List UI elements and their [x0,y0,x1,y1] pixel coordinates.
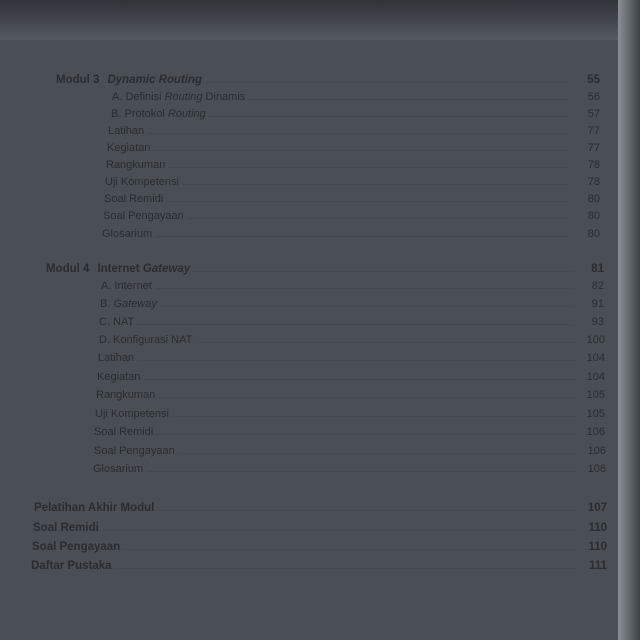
entry-page: 93 [591,316,604,328]
modul3-page: 55 [587,74,600,86]
entry-page: 77 [587,125,600,137]
toc-entry: Glosarium 106 [93,463,606,475]
entry-page: 78 [587,159,600,171]
leader-dots [169,167,570,168]
toc-entry: A. Definisi Routing Dinamis 56 [112,91,600,103]
leader-dots [188,218,570,219]
leader-dots [154,150,570,151]
toc-entry: D. Konfigurasi NAT 100 [99,334,605,346]
entry-page: 100 [586,334,605,346]
entry-page: 106 [587,445,606,457]
entry-page: 82 [591,280,604,292]
entry-page: 106 [586,426,605,438]
leader-dots [167,201,570,202]
entry-page: 80 [587,228,600,240]
entry-page: 105 [586,389,605,401]
entry-page: 80 [587,193,600,205]
leader-dots [156,288,574,289]
toc-entry: Glosarium 80 [102,228,600,240]
entry-page: 57 [587,108,600,120]
modul3-header [56,72,600,86]
leader-dots [147,471,576,472]
entry-page: 56 [587,91,600,103]
section-page: 110 [588,522,607,534]
leader-dots [194,271,574,272]
section-page: 111 [589,560,607,572]
modul3-title: Dynamic Routing [107,74,203,86]
entry-page: 104 [586,352,605,364]
section-page: 107 [587,502,607,514]
leader-dots [159,397,575,398]
leader-dots [158,510,577,511]
leader-dots [156,236,570,237]
section-page: 110 [588,541,607,553]
modul4-title-prefix: Internet [97,263,143,275]
toc-entry: Soal Remidi 80 [104,193,600,205]
leader-dots [138,324,574,325]
toc-entry: Uji Kompetensi 105 [95,408,605,420]
modul4-label: Modul 4 [46,263,90,275]
toc-entry: B. Protokol Routing 57 [111,108,600,120]
modul4-title: Gateway [142,263,191,275]
modul4-header [46,261,604,275]
leader-dots [206,82,570,83]
entry-page: 80 [587,210,600,222]
leader-dots [210,116,570,117]
leader-dots [103,530,577,531]
toc-entry: Soal Remidi 106 [94,426,605,438]
leader-dots [173,416,575,417]
leader-dots [157,434,575,435]
toc-entry: Latihan 77 [108,125,600,137]
toc-entry: Soal Pengayaan 80 [103,210,600,222]
toc-section: Daftar Pustaka 111 [31,560,607,572]
entry-page: 77 [587,142,600,154]
toc-section: Soal Pengayaan 110 [32,541,607,553]
toc-entry: Rangkuman 105 [96,389,605,401]
toc-entry: C. NAT 93 [99,316,604,328]
toc-entry: Rangkuman 78 [106,159,600,171]
entry-page: 104 [586,371,605,383]
modul4-page: 81 [591,263,604,275]
modul3-label: Modul 3 [56,74,100,86]
toc-entry: Uji Kompetensi 78 [105,176,600,188]
leader-dots [138,360,575,361]
toc-entry: A. Internet 82 [101,280,604,292]
leader-dots [144,379,575,380]
leader-dots [161,306,574,307]
toc-entry: Soal Pengayaan 106 [94,445,606,457]
toc-entry: Kegiatan 77 [107,142,600,154]
leader-dots [249,99,570,100]
leader-dots [196,342,575,343]
leader-dots [124,549,577,550]
toc-entry: Kegiatan 104 [97,371,605,383]
toc-section: Pelatihan Akhir Modul 107 [34,502,607,514]
toc-entry: B. Gateway 91 [100,298,604,310]
entry-page: 106 [587,463,606,475]
toc-entry: Latihan 104 [98,352,605,364]
leader-dots [183,184,570,185]
leader-dots [179,453,576,454]
toc-section: Soal Remidi 110 [33,522,607,534]
entry-page: 105 [586,408,605,420]
entry-page: 91 [591,298,604,310]
leader-dots [116,568,577,569]
leader-dots [148,133,570,134]
entry-page: 78 [587,176,600,188]
